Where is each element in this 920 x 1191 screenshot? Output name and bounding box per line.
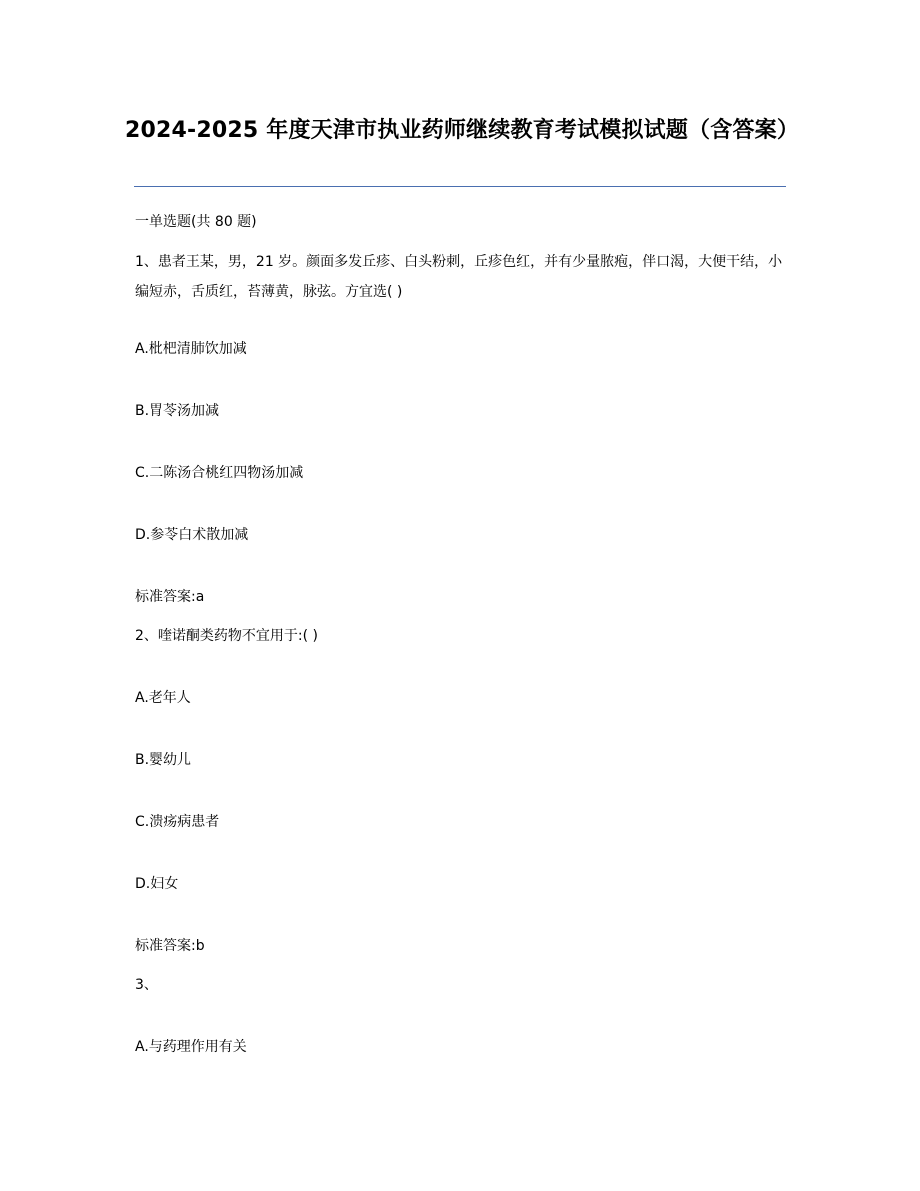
question-1-option-c: C.二陈汤合桃红四物汤加减 — [135, 465, 304, 481]
question-2-option-c: C.溃疡病患者 — [135, 814, 220, 830]
question-1-option-b: B.胃苓汤加减 — [135, 403, 220, 419]
question-2-option-b: B.婴幼儿 — [135, 752, 192, 768]
document-title: 2024-2025 年度天津市执业药师继续教育考试模拟试题（含答案） — [125, 118, 800, 143]
question-3-option-a: A.与药理作用有关 — [135, 1039, 247, 1055]
question-3-stem: 3、 — [135, 977, 158, 993]
question-2-option-a: A.老年人 — [135, 690, 191, 706]
question-1-option-a: A.枇杷清肺饮加减 — [135, 341, 247, 357]
question-2-answer: 标准答案:b — [135, 938, 205, 954]
question-2-stem: 2、喹诺酮类药物不宜用于:( ) — [135, 628, 318, 644]
question-2-option-d: D.妇女 — [135, 876, 179, 892]
question-1-stem: 1、患者王某，男，21 岁。颜面多发丘疹、白头粉刺，丘疹色红，并有少量脓疱，伴口渴，大便干结，小编短赤，舌质红，苔薄黄，脉弦。方宜选( ) — [135, 254, 783, 300]
question-1-option-d: D.参苓白术散加减 — [135, 527, 249, 543]
title-divider — [134, 186, 786, 187]
section-label: 一单选题(共 80 题) — [135, 214, 257, 230]
question-1-answer: 标准答案:a — [135, 589, 205, 605]
